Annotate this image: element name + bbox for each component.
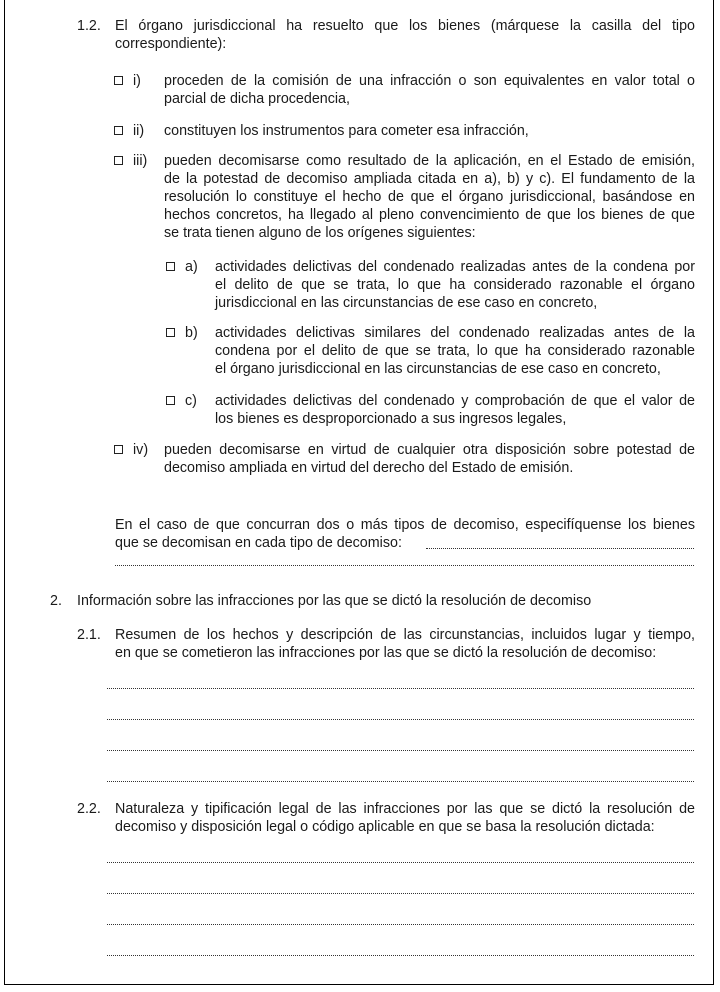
option-ii-line-1: constituyen los instrumentos para cometer esa infracción, [164, 123, 529, 139]
multi-type-line-1: En el caso de que concurran dos o más tipos de decomiso, especifíquense los bienes [115, 517, 695, 533]
option-iii-line-4: hechos concretos, ha llegado al pleno convencimiento de que los bienes de que [164, 207, 695, 223]
option-iii-line-3: resolución lo constituye el hecho de que el órgano jurisdiccional, basándose en [164, 189, 695, 205]
multi-type-answer-field-1[interactable] [426, 548, 694, 549]
checkbox-iv[interactable] [114, 445, 123, 454]
checkbox-c[interactable] [166, 396, 175, 405]
option-b-line-2: condena por el delito de que se trata, lo que ha considerado razonable [215, 343, 695, 359]
option-iii-line-1: pueden decomisarse como resultado de la aplicación, en el Estado de emisión, [164, 153, 695, 169]
option-a-line-2: el delito de que se trata, lo que ha considerado razonable el órgano [215, 277, 695, 293]
option-b-line-1: actividades delictivas similares del condenado realizadas antes de la [215, 325, 695, 341]
section-1-2-line-1: El órgano jurisdiccional ha resuelto que los bienes (márquese la casilla del tipo [115, 18, 695, 34]
option-iii-line-2: de la potestad de decomiso ampliada citada en a), b) y c). El fundamento de la [164, 171, 695, 187]
option-i-label: i) [133, 73, 141, 89]
section-2-2-answer-line-1[interactable] [107, 862, 694, 863]
option-iii-label: iii) [133, 153, 148, 169]
form-frame [4, 0, 714, 985]
option-c-line-1: actividades delictivas del condenado y comprobación de que el valor de [215, 393, 695, 409]
section-2-1-answer-line-2[interactable] [107, 719, 694, 720]
section-number-1-2: 1.2. [77, 18, 101, 34]
option-a-line-3: jurisdiccional en las circunstancias de ese caso en concreto, [215, 295, 598, 311]
section-2-1-line-1: Resumen de los hechos y descripción de las circunstancias, incluidos lugar y tiempo, [115, 627, 695, 643]
section-2-2-line-1: Naturaleza y tipificación legal de las infracciones por las que se dictó la resolución de [115, 801, 695, 817]
option-b-label: b) [185, 325, 198, 341]
section-2-1-answer-line-1[interactable] [107, 688, 694, 689]
multi-type-answer-field-2[interactable] [115, 565, 694, 566]
option-i-line-2: parcial de dicha procedencia, [164, 91, 350, 107]
option-ii-label: ii) [133, 123, 145, 139]
option-iii-line-5: se trata tienen alguno de los orígenes siguientes: [164, 225, 476, 241]
section-2-title: Información sobre las infracciones por las que se dictó la resolución de decomiso [77, 593, 592, 609]
checkbox-b[interactable] [166, 328, 175, 337]
checkbox-i[interactable] [114, 76, 123, 85]
section-2-2-answer-line-3[interactable] [107, 924, 694, 925]
checkbox-ii[interactable] [114, 126, 123, 135]
checkbox-a[interactable] [166, 262, 175, 271]
option-iv-line-2: decomiso ampliada en virtud del derecho del Estado de emisión. [164, 460, 574, 476]
option-iv-label: iv) [133, 442, 149, 458]
option-c-line-2: los bienes es desproporcionado a sus ingresos legales, [215, 411, 567, 427]
section-number-2-1: 2.1. [77, 627, 101, 643]
section-2-1-line-2: en que se cometieron las infracciones por las que se dictó la resolución de decomiso: [115, 645, 657, 661]
checkbox-iii[interactable] [114, 156, 123, 165]
section-2-2-line-2: decomiso y disposición legal o código aplicable en que se basa la resolución dictada: [115, 819, 655, 835]
section-2-2-answer-line-2[interactable] [107, 893, 694, 894]
section-number-2-2: 2.2. [77, 801, 101, 817]
option-c-label: c) [185, 393, 197, 409]
section-2-1-answer-line-4[interactable] [107, 781, 694, 782]
option-i-line-1: proceden de la comisión de una infracción o son equivalentes en valor total o [164, 73, 695, 89]
option-a-line-1: actividades delictivas del condenado realizadas antes de la condena por [215, 259, 695, 275]
section-2-1-answer-line-3[interactable] [107, 750, 694, 751]
option-a-label: a) [185, 259, 198, 275]
section-2-2-answer-line-4[interactable] [107, 955, 694, 956]
multi-type-line-2: que se decomisan en cada tipo de decomiso: [115, 535, 402, 551]
option-b-line-3: el órgano jurisdiccional en las circunstancias de ese caso en concreto, [215, 361, 661, 377]
section-number-2: 2. [50, 593, 62, 609]
section-1-2-line-2: correspondiente): [115, 36, 227, 52]
option-iv-line-1: pueden decomisarse en virtud de cualquier otra disposición sobre potestad de [164, 442, 695, 458]
